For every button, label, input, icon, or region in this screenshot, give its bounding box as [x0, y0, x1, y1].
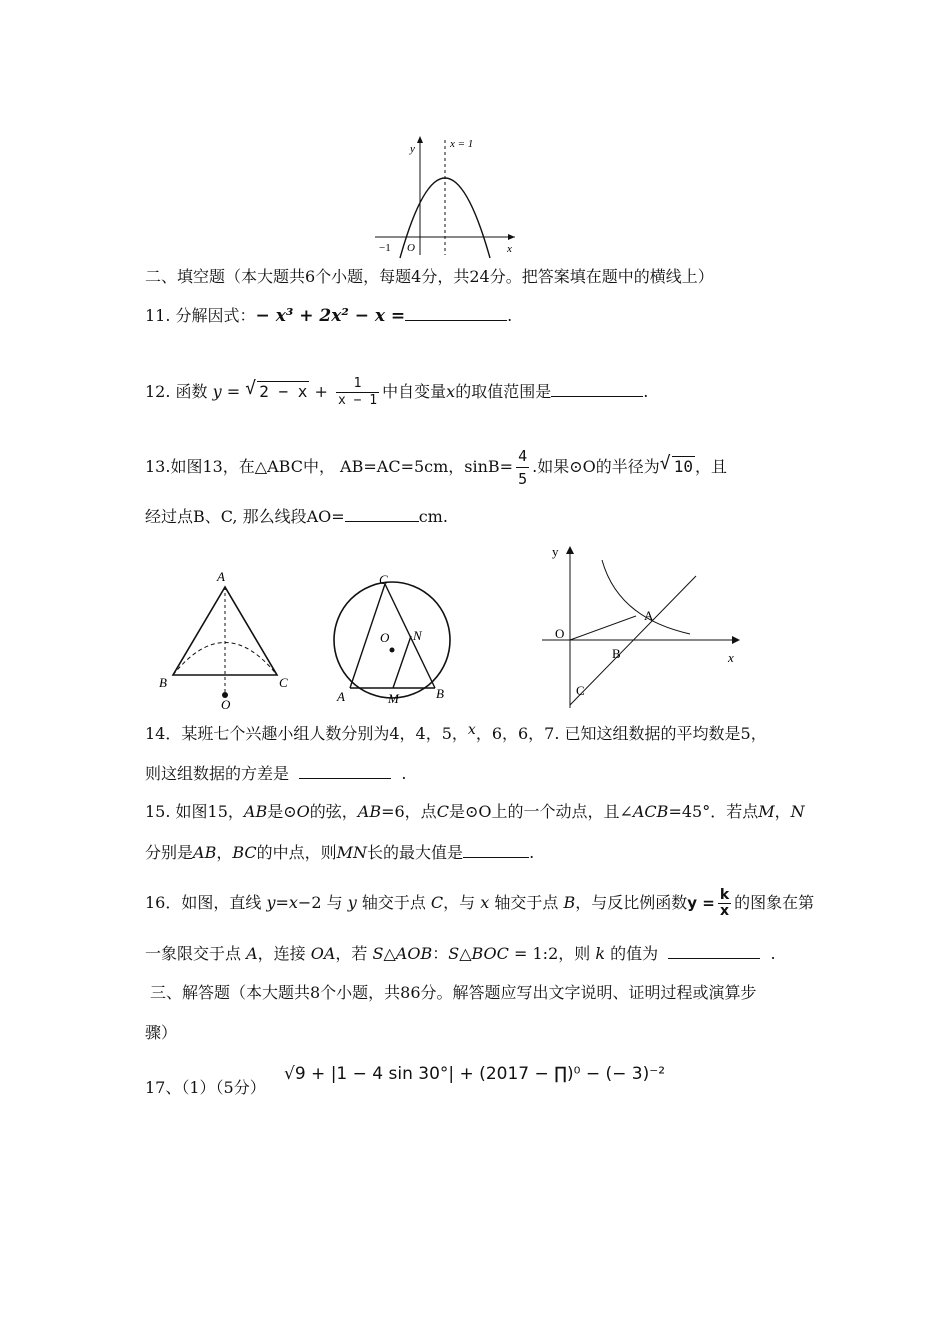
q16-text-2b: ，连接: [257, 944, 311, 963]
fig-axis-label: x = 1: [450, 138, 474, 150]
q11-expression: − x³ + 2x² − x =: [255, 306, 406, 326]
fig-origin-label: O: [407, 242, 415, 254]
q11-end: .: [507, 306, 513, 325]
q13-answer-blank: [345, 505, 419, 522]
q12-answer-blank: [551, 380, 643, 397]
fig13-label-o: O: [221, 697, 231, 710]
q16-eq: y=x: [266, 893, 298, 912]
figure-13-triangle: [155, 565, 305, 710]
question-14-line2: [145, 762, 406, 786]
q12-eq: =: [221, 382, 246, 401]
fig16-label-b: B: [612, 646, 621, 661]
fig13-label-a: A: [217, 569, 225, 584]
q16-func-x: x: [719, 903, 730, 919]
question-17-expression: √9 + |1 − 4 sin 30°| + (2017 − ∏)⁰ − (− 3)⁻²: [284, 1064, 666, 1084]
q14-var-x: x: [467, 722, 476, 738]
q16-text-c: 轴交于点: [356, 893, 431, 912]
question-13-line1: [145, 445, 727, 490]
q15-bc: BC: [232, 843, 257, 862]
q15-end: .: [529, 843, 535, 862]
q15-answer-blank: [463, 841, 529, 858]
q16-sep: ：: [432, 944, 449, 963]
section3-title-line2: 骤）: [145, 1023, 178, 1042]
question-16-line1: [145, 888, 814, 919]
q14-line1-prefix: 14．某班七个兴趣小组人数分别为4，4，5，: [145, 724, 468, 743]
q16-end: .: [770, 944, 776, 963]
q12-var-x: x: [446, 382, 456, 401]
q16-func-y: y =: [687, 894, 715, 912]
question-15-line1: [145, 800, 805, 824]
q12-fraction: [336, 376, 379, 409]
q13-line1-mid: .如果⊙O的半径为: [532, 457, 660, 476]
fig15-label-a: A: [337, 689, 345, 704]
q13-frac-num: 4: [518, 447, 528, 465]
question-12: [145, 376, 648, 409]
fig15-label-o: O: [380, 630, 390, 645]
q12-end: .: [643, 382, 649, 401]
question-14-line1: [145, 722, 767, 747]
q16-func-k: k: [719, 887, 730, 903]
q15-text-f: =45°．若点: [668, 802, 759, 821]
fig13-label-b: B: [159, 675, 167, 690]
q12-frac-den: x − 1: [338, 393, 378, 408]
q16-text-d: ，与: [443, 893, 481, 912]
fig15-label-c: C: [379, 572, 388, 587]
q15-text-2a: 分别是: [145, 843, 194, 862]
question-11: [145, 304, 512, 328]
fig15-label-n: N: [413, 628, 422, 643]
q15-o: O: [296, 802, 310, 821]
fig15-label-m: M: [388, 691, 399, 706]
figure-16-coordinate: [540, 540, 745, 710]
q14-answer-blank: [299, 762, 391, 779]
q15-text-2d: 长的最大值是: [367, 843, 464, 862]
fig16-label-x: x: [728, 650, 734, 665]
q15-comma: ，: [774, 802, 791, 821]
q13-line2-end: cm.: [418, 507, 448, 526]
q11-answer-blank: [405, 304, 507, 321]
q16-text-g: 的图象在第: [734, 893, 815, 912]
q12-prefix: 12. 函数: [145, 382, 213, 401]
q15-text-b: 是⊙: [267, 802, 297, 821]
q15-text-e: 是⊙O上的一个动点，且∠: [448, 802, 633, 821]
q16-text-b: −2 与: [297, 893, 348, 912]
q16-a: A: [246, 944, 258, 963]
q12-mid: 中自变量: [382, 382, 447, 401]
q16-text-2d: = 1:2，则: [508, 944, 596, 963]
q13-line1-end: ，且: [695, 457, 728, 476]
fig-x-label: x: [507, 243, 512, 255]
fig16-label-o: O: [555, 626, 565, 641]
q15-mn: MN: [336, 843, 368, 862]
q14-line2-prefix: 则这组数据的方差是: [145, 764, 290, 783]
q16-text-2e: 的值为: [605, 944, 659, 963]
q16-text-f: ，与反比例函数: [575, 893, 688, 912]
q13-frac-den: 5: [516, 467, 529, 490]
q13-line2-prefix: 经过点B、C, 那么线段AO=: [145, 507, 345, 526]
figure-15-circle: [325, 568, 460, 708]
parabola-figure: [370, 130, 520, 260]
q14-line1-end: ，6，6，7. 已知这组数据的平均数是5，: [475, 724, 767, 743]
question-16-line2: [145, 942, 776, 966]
question-13-line2: [145, 505, 448, 529]
q12-suffix: 的取值范围是: [455, 382, 552, 401]
q12-radicand: 2 − x: [259, 382, 308, 401]
fig16-label-a: A: [644, 608, 654, 623]
q15-text-c: 的弦，: [309, 802, 358, 821]
fig13-label-c: C: [279, 675, 288, 690]
q13-sqrt: √ 10: [659, 453, 694, 476]
q15-m: M: [758, 802, 775, 821]
q16-text-2a: 一象限交于点: [145, 944, 247, 963]
q16-k: k: [595, 944, 606, 963]
q16-b: B: [563, 893, 576, 912]
q16-s-aob: S△AOB: [372, 944, 433, 963]
q12-sqrt: √ 2 − x: [245, 378, 308, 401]
q15-ab6: AB: [357, 802, 382, 821]
q16-oa: OA: [310, 944, 336, 963]
q16-c: C: [430, 893, 444, 912]
fig16-label-y: y: [552, 544, 559, 559]
q16-x: x: [480, 893, 490, 912]
q15-c: C: [436, 802, 449, 821]
q12-plus: +: [309, 382, 333, 401]
q16-func-fraction: [718, 888, 731, 919]
q15-text-a: 15. 如图15，: [145, 802, 244, 821]
q15-ab2: AB: [193, 843, 217, 862]
q15-text-2b: ，: [216, 843, 233, 862]
question-15-line2: [145, 841, 534, 865]
q15-acb: ACB: [632, 802, 669, 821]
fig-neg1-label: −1: [379, 242, 391, 254]
q16-y: y: [347, 893, 357, 912]
section2-title: 二、填空题（本大题共6个小题，每题4分，共24分。把答案填在题中的横线上）: [145, 267, 714, 286]
section3-title-line1: 三、解答题（本大题共8个小题，共86分。解答题应写出文字说明、证明过程或演算步: [150, 983, 757, 1002]
question-17-label: 17、（1）（5分）: [145, 1078, 266, 1097]
fig-y-label: y: [410, 143, 415, 155]
q16-s-boc: S△BOC: [448, 944, 509, 963]
q12-var-y: y: [212, 382, 222, 401]
q15-text-d: =6，点: [381, 802, 437, 821]
q16-text-e: 轴交于点: [489, 893, 564, 912]
fig15-label-b: B: [436, 686, 444, 701]
q11-prefix: 11. 分解因式：: [145, 306, 256, 325]
q15-text-2c: 的中点，则: [256, 843, 337, 862]
q13-line1-prefix: 13.如图13，在△ABC中， AB=AC=5cm，sinB=: [145, 457, 514, 476]
q14-line2-end: .: [401, 764, 407, 783]
q13-fraction: [516, 445, 529, 490]
q15-ab: AB: [243, 802, 268, 821]
q16-text-2c: ，若: [335, 944, 373, 963]
q12-frac-num: 1: [353, 376, 362, 391]
q15-n: N: [790, 802, 805, 821]
q13-radicand: 10: [673, 457, 694, 476]
fig16-label-c: C: [576, 683, 585, 698]
q16-answer-blank: [668, 942, 760, 959]
q16-text-a: 16．如图，直线: [145, 893, 267, 912]
